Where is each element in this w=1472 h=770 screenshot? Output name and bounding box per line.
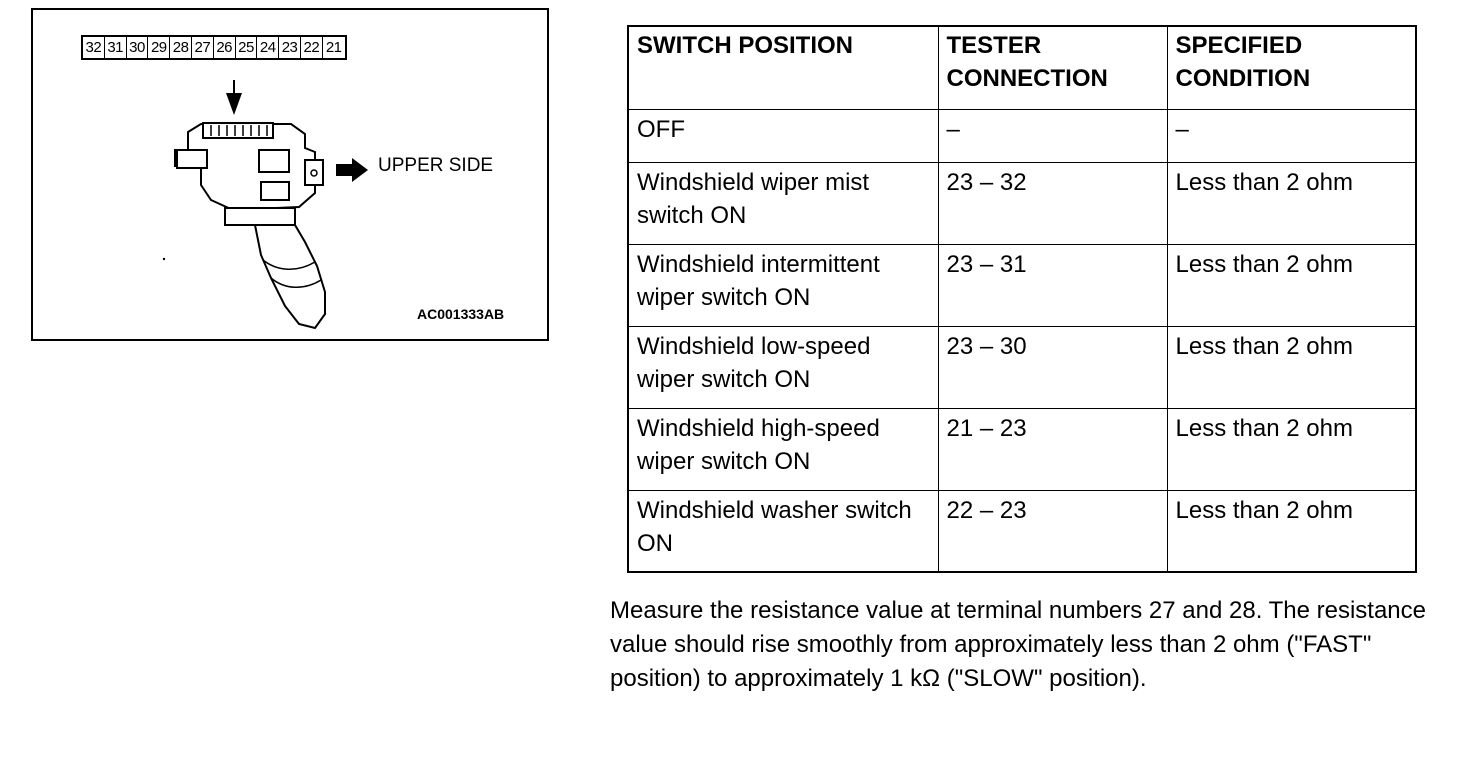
- cell-switch-position: Windshield intermittent wiper switch ON: [628, 244, 938, 326]
- terminal-number: 31: [105, 37, 127, 58]
- switch-inspection-table: [627, 25, 1417, 573]
- terminal-number: 21: [325, 39, 342, 56]
- table-row: [628, 109, 1416, 162]
- cell-tester-connection: 23 – 30: [938, 326, 1167, 408]
- table-header-row: [628, 26, 1416, 109]
- cell-specified-condition: Less than 2 ohm: [1167, 408, 1416, 490]
- terminal-number: 27: [192, 37, 214, 58]
- terminal-number: 22: [301, 37, 323, 58]
- cell-specified-condition: Less than 2 ohm: [1167, 490, 1416, 572]
- terminal-number: 28: [170, 37, 192, 58]
- cell-switch-position: OFF: [628, 109, 938, 162]
- upper-side-label: UPPER SIDE: [378, 155, 494, 176]
- cell-tester-connection: –: [938, 109, 1167, 162]
- figure-code: AC001333AB: [417, 306, 505, 322]
- terminal-number: 26: [214, 37, 236, 58]
- cell-switch-position: Windshield wiper mist switch ON: [628, 162, 938, 244]
- terminal-number: 29: [148, 37, 170, 58]
- cell-switch-position: Windshield high-speed wiper switch ON: [628, 408, 938, 490]
- cell-tester-connection: 23 – 31: [938, 244, 1167, 326]
- cell-switch-position: Windshield low-speed wiper switch ON: [628, 326, 938, 408]
- cell-specified-condition: Less than 2 ohm: [1167, 244, 1416, 326]
- terminal-number: 24: [257, 37, 279, 58]
- table-row: [628, 244, 1416, 326]
- terminal-number: 32: [83, 37, 105, 58]
- cell-switch-position: Windshield washer switch ON: [628, 490, 938, 572]
- cell-tester-connection: 21 – 23: [938, 408, 1167, 490]
- table-row: [628, 162, 1416, 244]
- cell-specified-condition: Less than 2 ohm: [1167, 326, 1416, 408]
- column-header-switch-position: SWITCH POSITION: [628, 26, 938, 109]
- table-row: [628, 326, 1416, 408]
- table-row: [628, 408, 1416, 490]
- switch-figure: [31, 8, 549, 341]
- terminal-number-strip: [81, 35, 347, 60]
- measurement-note: Measure the resistance value at terminal numbers 27 and 28. The resistance value should rise smoothly from approximately less than 2 ohm ("FAST" position) to approximately 1 kΩ ("SLOW" position).: [610, 597, 1426, 692]
- terminal-number: 30: [127, 37, 149, 58]
- cell-tester-connection: 23 – 32: [938, 162, 1167, 244]
- cell-specified-condition: –: [1167, 109, 1416, 162]
- column-header-tester-connection: TESTER CONNECTION: [938, 26, 1167, 109]
- table-row: [628, 490, 1416, 572]
- cell-tester-connection: 22 – 23: [938, 490, 1167, 572]
- terminal-number: 23: [279, 37, 301, 58]
- cell-specified-condition: Less than 2 ohm: [1167, 162, 1416, 244]
- terminal-number: 25: [236, 37, 258, 58]
- column-header-specified-condition: SPECIFIED CONDITION: [1167, 26, 1416, 109]
